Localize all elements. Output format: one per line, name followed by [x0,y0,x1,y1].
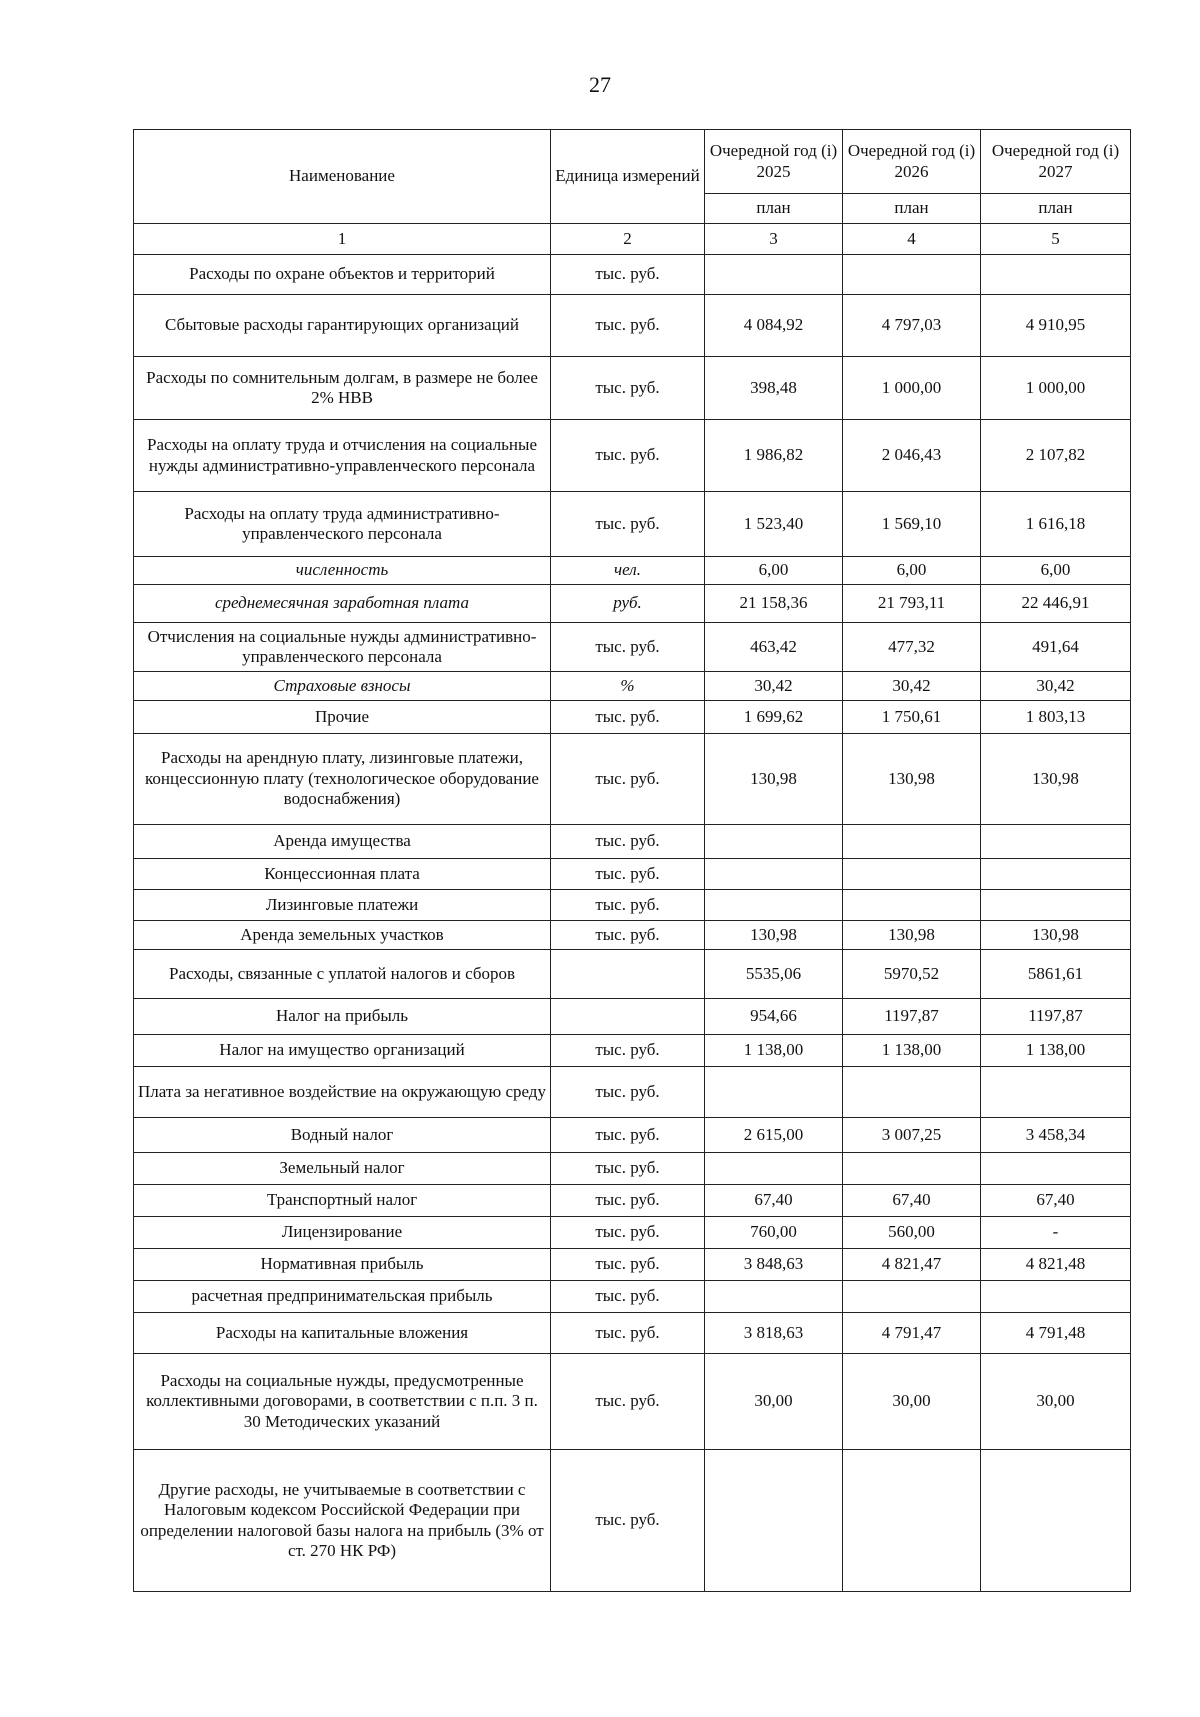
row-value-2025: 398,48 [705,357,843,420]
row-name: Расходы на капитальные вложения [134,1313,551,1354]
row-value-2027: 1 616,18 [981,492,1131,557]
row-name: Расходы на социальные нужды, предусмотренные коллективными договорами, в соответствии с п.п. 3 п. 30 Методических указаний [134,1354,551,1450]
row-value-2027: 67,40 [981,1185,1131,1217]
row-value-2026: 560,00 [843,1217,981,1249]
column-number: 4 [843,224,981,255]
row-value-2025: 130,98 [705,921,843,950]
row-value-2026: 1 569,10 [843,492,981,557]
row-value-2025: 463,42 [705,623,843,672]
header-unit: Единица измерений [551,130,705,224]
row-unit: тыс. руб. [551,825,705,859]
row-value-2026: 3 007,25 [843,1118,981,1153]
table-row [134,255,1131,295]
row-value-2025: 67,40 [705,1185,843,1217]
row-unit: тыс. руб. [551,492,705,557]
row-value-2026: 1197,87 [843,999,981,1035]
row-value-2027: 130,98 [981,734,1131,825]
row-value-2027: 2 107,82 [981,420,1131,492]
row-unit: тыс. руб. [551,357,705,420]
row-value-2027 [981,255,1131,295]
header-name: Наименование [134,130,551,224]
row-value-2027: 491,64 [981,623,1131,672]
row-name: Концессионная плата [134,859,551,890]
table-row [134,1185,1131,1217]
row-value-2026 [843,859,981,890]
row-value-2025: 6,00 [705,557,843,585]
row-unit: тыс. руб. [551,1185,705,1217]
row-unit: тыс. руб. [551,921,705,950]
row-unit: тыс. руб. [551,1281,705,1313]
row-unit: тыс. руб. [551,255,705,295]
row-value-2026 [843,1067,981,1118]
table-row [134,825,1131,859]
row-name: Отчисления на социальные нужды административно-управленческого персонала [134,623,551,672]
row-value-2025 [705,859,843,890]
row-value-2027 [981,825,1131,859]
table-row [134,1354,1131,1450]
row-value-2027: 22 446,91 [981,585,1131,623]
row-name: Водный налог [134,1118,551,1153]
table-row [134,1118,1131,1153]
row-value-2025: 1 523,40 [705,492,843,557]
row-value-2027: 30,00 [981,1354,1131,1450]
row-name: Расходы на оплату труда административно-управленческого персонала [134,492,551,557]
row-name: Расходы по охране объектов и территорий [134,255,551,295]
row-value-2027: 4 821,48 [981,1249,1131,1281]
column-number: 2 [551,224,705,255]
row-name: Аренда имущества [134,825,551,859]
table-row [134,859,1131,890]
row-name: Другие расходы, не учитываемые в соответствии с Налоговым кодексом Российской Федерации при определении налоговой базы налога на прибыль (3% от ст. 270 НК РФ) [134,1450,551,1592]
row-value-2025 [705,1153,843,1185]
row-unit: тыс. руб. [551,1153,705,1185]
row-value-2025 [705,255,843,295]
row-value-2025: 1 699,62 [705,701,843,734]
row-name: Лизинговые платежи [134,890,551,921]
table-body [134,255,1131,1592]
row-value-2027 [981,1450,1131,1592]
header-year-2025: Очередной год (i) 2025 [705,130,843,194]
row-value-2025: 3 848,63 [705,1249,843,1281]
row-value-2025 [705,1281,843,1313]
row-value-2025 [705,890,843,921]
row-value-2025 [705,825,843,859]
row-name: Расходы по сомнительным долгам, в размере не более 2% НВВ [134,357,551,420]
header-plan: план [843,194,981,224]
row-name: расчетная предпринимательская прибыль [134,1281,551,1313]
row-value-2026: 2 046,43 [843,420,981,492]
table-row [134,734,1131,825]
page-number: 27 [589,72,611,97]
row-name: Налог на прибыль [134,999,551,1035]
row-value-2025: 130,98 [705,734,843,825]
row-value-2027: 6,00 [981,557,1131,585]
row-unit: тыс. руб. [551,890,705,921]
row-name: Земельный налог [134,1153,551,1185]
row-name: Расходы на арендную плату, лизинговые платежи, концессионную плату (технологическое оборудование водоснабжения) [134,734,551,825]
row-unit: тыс. руб. [551,1450,705,1592]
row-value-2026 [843,1153,981,1185]
row-value-2026: 5970,52 [843,950,981,999]
header-plan: план [981,194,1131,224]
row-unit: тыс. руб. [551,1249,705,1281]
row-unit: тыс. руб. [551,1118,705,1153]
row-value-2026: 30,42 [843,672,981,701]
table-row [134,357,1131,420]
row-value-2026: 30,00 [843,1354,981,1450]
row-value-2027: 4 791,48 [981,1313,1131,1354]
column-number: 1 [134,224,551,255]
row-unit: тыс. руб. [551,1217,705,1249]
row-unit: тыс. руб. [551,1067,705,1118]
table-row [134,950,1131,999]
row-unit: тыс. руб. [551,734,705,825]
row-value-2025: 30,42 [705,672,843,701]
table-row [134,999,1131,1035]
row-value-2027: 1 138,00 [981,1035,1131,1067]
row-value-2027: 3 458,34 [981,1118,1131,1153]
row-value-2027 [981,1281,1131,1313]
row-name: Налог на имущество организаций [134,1035,551,1067]
row-unit: тыс. руб. [551,1313,705,1354]
row-value-2026: 21 793,11 [843,585,981,623]
row-value-2026 [843,1450,981,1592]
row-name: Страховые взносы [134,672,551,701]
header-row [134,130,1131,194]
row-value-2027: 1 000,00 [981,357,1131,420]
row-unit: тыс. руб. [551,295,705,357]
row-value-2026: 1 000,00 [843,357,981,420]
row-value-2026 [843,1281,981,1313]
table-row [134,585,1131,623]
row-unit: тыс. руб. [551,623,705,672]
row-value-2027: 1 803,13 [981,701,1131,734]
row-value-2025: 21 158,36 [705,585,843,623]
row-value-2027: 130,98 [981,921,1131,950]
row-value-2026: 4 797,03 [843,295,981,357]
row-name: Аренда земельных участков [134,921,551,950]
row-value-2027: 30,42 [981,672,1131,701]
table-row [134,623,1131,672]
row-unit [551,999,705,1035]
row-value-2027 [981,1153,1131,1185]
row-value-2025: 2 615,00 [705,1118,843,1153]
row-name: Расходы, связанные с уплатой налогов и сборов [134,950,551,999]
row-value-2026 [843,255,981,295]
column-number-row [134,224,1131,255]
column-number: 3 [705,224,843,255]
row-value-2026 [843,825,981,859]
row-value-2025: 30,00 [705,1354,843,1450]
row-name: Прочие [134,701,551,734]
row-name: Нормативная прибыль [134,1249,551,1281]
row-unit [551,950,705,999]
row-value-2026: 1 138,00 [843,1035,981,1067]
table-row [134,295,1131,357]
row-value-2026: 67,40 [843,1185,981,1217]
row-unit: чел. [551,557,705,585]
header-plan: план [705,194,843,224]
table-row [134,1281,1131,1313]
row-value-2025: 1 138,00 [705,1035,843,1067]
row-name: Расходы на оплату труда и отчисления на социальные нужды административно-управленческого персонала [134,420,551,492]
row-value-2025: 3 818,63 [705,1313,843,1354]
row-value-2026: 1 750,61 [843,701,981,734]
row-unit: тыс. руб. [551,420,705,492]
table-row [134,921,1131,950]
row-unit: тыс. руб. [551,1035,705,1067]
table-row [134,1035,1131,1067]
budget-table [133,129,1131,1592]
row-value-2027 [981,859,1131,890]
row-value-2026 [843,890,981,921]
table-row [134,1217,1131,1249]
row-value-2025: 760,00 [705,1217,843,1249]
row-value-2026: 477,32 [843,623,981,672]
row-unit: тыс. руб. [551,1354,705,1450]
table-row [134,557,1131,585]
row-value-2026: 4 791,47 [843,1313,981,1354]
row-value-2025 [705,1067,843,1118]
row-name: Лицензирование [134,1217,551,1249]
row-value-2025: 1 986,82 [705,420,843,492]
row-name: Плата за негативное воздействие на окружающую среду [134,1067,551,1118]
table-row [134,701,1131,734]
row-value-2027 [981,890,1131,921]
row-value-2027 [981,1067,1131,1118]
row-unit: % [551,672,705,701]
row-name: Транспортный налог [134,1185,551,1217]
table-row [134,420,1131,492]
row-unit: тыс. руб. [551,859,705,890]
table-row [134,1249,1131,1281]
header-year-2027: Очередной год (i) 2027 [981,130,1131,194]
row-value-2026: 6,00 [843,557,981,585]
row-unit: тыс. руб. [551,701,705,734]
table-row [134,672,1131,701]
row-value-2027: 4 910,95 [981,295,1131,357]
row-name: среднемесячная заработная плата [134,585,551,623]
row-value-2027: - [981,1217,1131,1249]
table-row [134,1313,1131,1354]
table-row [134,1067,1131,1118]
row-value-2027: 5861,61 [981,950,1131,999]
row-value-2025 [705,1450,843,1592]
row-value-2026: 4 821,47 [843,1249,981,1281]
table-row [134,1450,1131,1592]
row-unit: руб. [551,585,705,623]
header-year-2026: Очередной год (i) 2026 [843,130,981,194]
row-value-2025: 4 084,92 [705,295,843,357]
row-value-2025: 5535,06 [705,950,843,999]
column-number: 5 [981,224,1131,255]
table-row [134,1153,1131,1185]
row-value-2026: 130,98 [843,734,981,825]
table-row [134,492,1131,557]
row-value-2025: 954,66 [705,999,843,1035]
row-name: Сбытовые расходы гарантирующих организаций [134,295,551,357]
table-row [134,890,1131,921]
row-value-2027: 1197,87 [981,999,1131,1035]
row-name: численность [134,557,551,585]
row-value-2026: 130,98 [843,921,981,950]
